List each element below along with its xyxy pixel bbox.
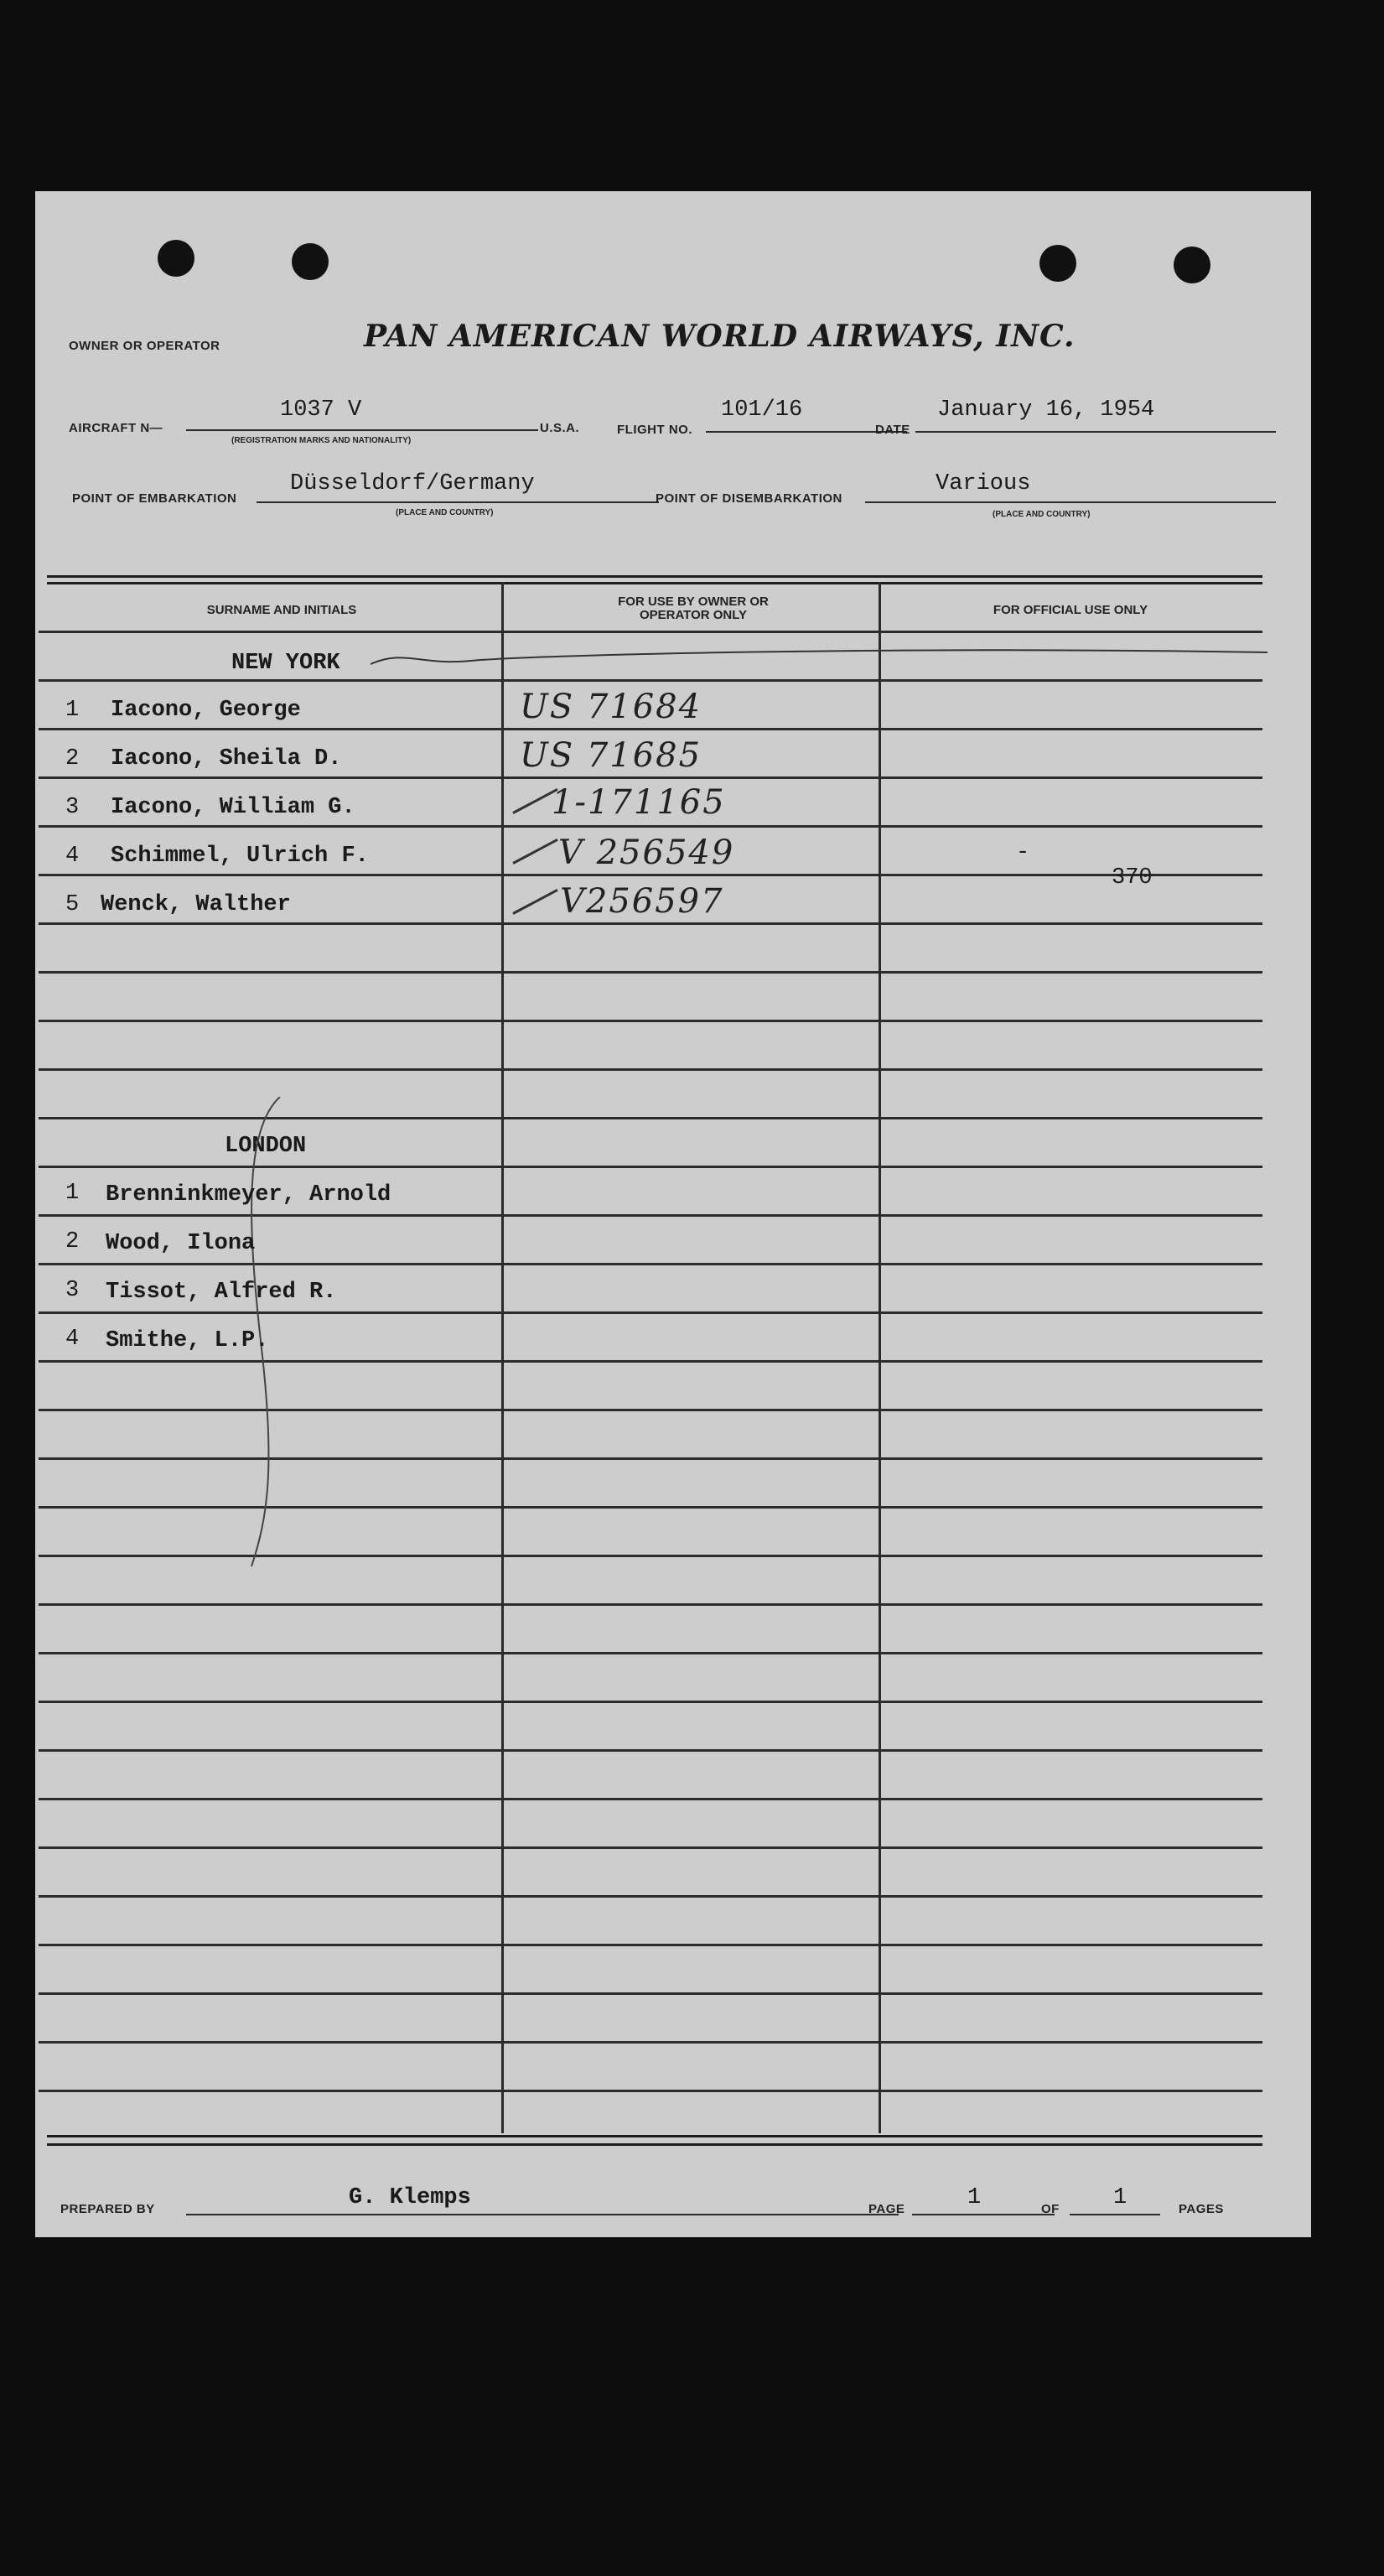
place-note: (PLACE AND COUNTRY)	[993, 510, 1091, 519]
ruled-line	[39, 1701, 1262, 1703]
prepared-value: G. Klemps	[349, 2185, 471, 2210]
passenger-name: Smithe, L.P.	[106, 1328, 269, 1353]
punch-hole	[1174, 247, 1210, 283]
col-official-use: FOR OFFICIAL USE ONLY	[993, 603, 1148, 617]
manifest-sheet	[35, 191, 1311, 2237]
ruled-line	[39, 1603, 1262, 1606]
row-number: 1	[65, 1181, 80, 1206]
ruled-line	[39, 1944, 1262, 1946]
ruled-line	[39, 1992, 1262, 1995]
destination-heading: NEW YORK	[231, 651, 340, 676]
ruled-line	[39, 728, 1262, 730]
date-value: January 16, 1954	[937, 397, 1155, 423]
punch-hole	[1039, 245, 1076, 282]
passenger-name: Iacono, George	[111, 698, 301, 723]
passenger-name: Wenck, Walther	[101, 892, 291, 917]
operator-note: V256597	[560, 882, 724, 921]
prepared-label: PREPARED BY	[60, 2202, 155, 2216]
row-number: 4	[65, 1327, 80, 1352]
embarkation-value: Düsseldorf/Germany	[290, 471, 535, 496]
row-number: 2	[65, 1229, 80, 1254]
destination-heading: LONDON	[225, 1134, 307, 1159]
official-note: -	[1016, 840, 1030, 865]
ruled-line	[39, 1068, 1262, 1071]
passenger-name: Wood, Ilona	[106, 1231, 256, 1256]
col-owner-use: FOR USE BY OWNER OR OPERATOR ONLY	[618, 595, 769, 622]
page-value: 1	[967, 2185, 982, 2210]
row-number: 1	[65, 698, 80, 723]
col-surname: SURNAME AND INITIALS	[206, 603, 357, 617]
of-value: 1	[1113, 2185, 1127, 2210]
operator-note: 1-171165	[552, 783, 726, 822]
ruled-line	[39, 1749, 1262, 1752]
ruled-line	[39, 776, 1262, 779]
official-note: 370	[1112, 865, 1153, 891]
flight-value: 101/16	[721, 397, 803, 423]
operator-note: US 71684	[520, 688, 702, 726]
carrier-name: PAN AMERICAN WORLD AIRWAYS, INC.	[364, 319, 1076, 354]
row-number: 5	[65, 892, 80, 917]
operator-note: US 71685	[520, 736, 702, 775]
ruled-line	[39, 679, 1262, 682]
aircraft-value: 1037 V	[280, 397, 362, 423]
ruled-line	[39, 1895, 1262, 1898]
ruled-line	[39, 1846, 1262, 1849]
row-number: 2	[65, 746, 80, 771]
row-number: 4	[65, 844, 80, 869]
operator-note: V 256549	[558, 834, 735, 872]
ruled-line	[39, 922, 1262, 925]
row-number: 3	[65, 1278, 80, 1303]
punch-hole	[158, 240, 194, 277]
passenger-name: Iacono, Sheila D.	[111, 746, 342, 771]
embarkation-label: POINT OF EMBARKATION	[72, 491, 237, 506]
passenger-name: Schimmel, Ulrich F.	[111, 844, 369, 869]
of-label: OF	[1041, 2202, 1060, 2216]
page-label: PAGE	[868, 2202, 905, 2216]
passenger-name: Brenninkmeyer, Arnold	[106, 1182, 391, 1208]
punch-hole	[292, 243, 329, 280]
passenger-name: Iacono, William G.	[111, 795, 355, 820]
row-number: 3	[65, 795, 80, 820]
date-label: DATE	[875, 423, 910, 437]
usa-label: U.S.A.	[540, 421, 580, 435]
flight-label: FLIGHT NO.	[617, 423, 692, 437]
ruled-line	[39, 631, 1262, 633]
ruled-line	[39, 825, 1262, 828]
ruled-line	[39, 2041, 1262, 2044]
place-note: (PLACE AND COUNTRY)	[396, 508, 494, 517]
owner-label: OWNER OR OPERATOR	[69, 339, 220, 353]
registration-note: (REGISTRATION MARKS AND NATIONALITY)	[231, 436, 412, 445]
ruled-line	[39, 971, 1262, 974]
ruled-line	[39, 1652, 1262, 1654]
ruled-line	[39, 1020, 1262, 1022]
ruled-line	[39, 874, 1262, 876]
disembarkation-value: Various	[936, 471, 1031, 496]
passenger-name: Tissot, Alfred R.	[106, 1280, 337, 1305]
pages-label: PAGES	[1179, 2202, 1224, 2216]
ruled-line	[39, 1798, 1262, 1800]
aircraft-label: AIRCRAFT N—	[69, 421, 163, 435]
disembarkation-label: POINT OF DISEMBARKATION	[656, 491, 842, 506]
handwritten-bracket-line	[371, 641, 1276, 674]
ruled-line	[39, 2090, 1262, 2092]
